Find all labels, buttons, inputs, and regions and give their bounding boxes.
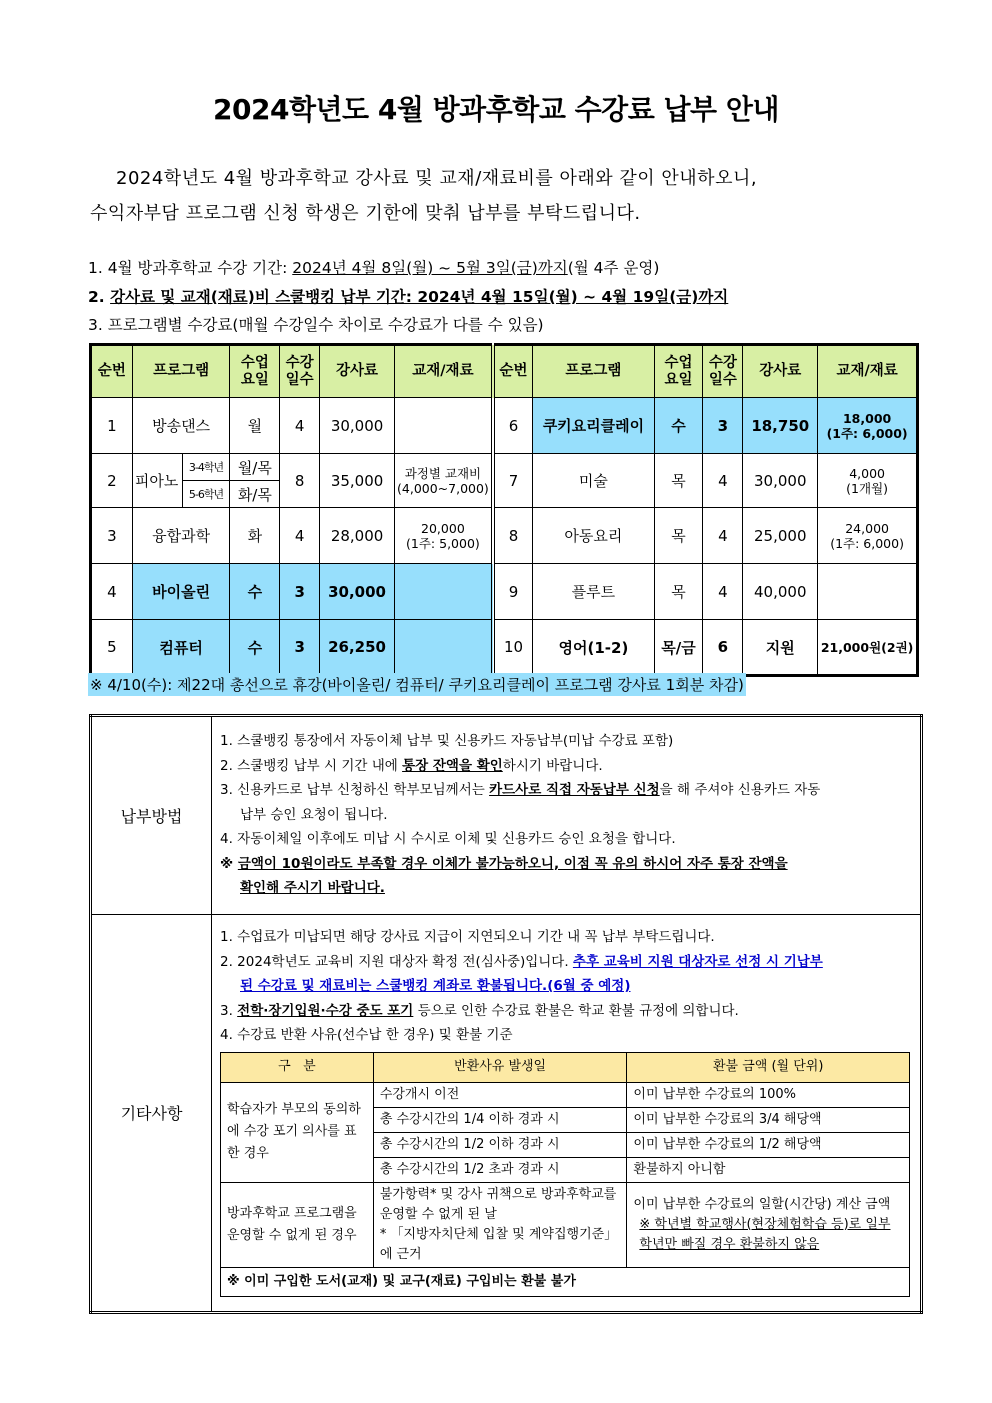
text: 등으로 인한 수강료 환불은 학교 환불 규정에 의합니다. [413, 1002, 739, 1019]
reason-note: * 「지방자치단체 입찰 및 계약집행기준」에 근거 [379, 1226, 618, 1262]
intro-line-2: 수익자부담 프로그램 신청 학생은 기한에 맞춰 납부를 부탁드립니다. [90, 203, 641, 224]
text: 하시기 바랍니다. [502, 757, 603, 774]
cell-program: 미술 [533, 454, 654, 508]
cell-no: 7 [493, 454, 533, 508]
other-notes-label: 기타사항 [91, 915, 212, 1313]
cell-material [395, 620, 493, 676]
cell-material [818, 564, 918, 620]
other-line-3 [220, 999, 912, 1024]
col-day: 수업 요일 [230, 345, 280, 398]
other-line-4: 4. 수강료 반환 사유(선수납 한 경우) 및 환불 기준 [220, 1027, 513, 1043]
cell-amount: 이미 납부한 수강료의 100% [627, 1082, 910, 1107]
cell-material [818, 508, 918, 564]
cell-program: 바이올린 [132, 564, 230, 620]
cell-day: 월 [230, 398, 280, 454]
cell-fee: 30,000 [320, 564, 395, 620]
cell-days: 4 [280, 508, 320, 564]
item-prefix: 2. [88, 288, 111, 306]
payment-line-4: 4. 자동이체일 이후에도 미납 시 수시로 이체 및 신용카드 승인 요청을 합니다. [220, 831, 676, 847]
other-line-2-cont [220, 974, 912, 999]
cell-amount: 이미 납부한 수강료의 3/4 해당액 [627, 1107, 910, 1132]
cell-reason: 총 수강시간의 1/4 이하 경과 시 [373, 1107, 627, 1132]
cell-amount: 환불하지 아니함 [627, 1157, 910, 1182]
refund-notice: 추후 교육비 지원 대상자로 선정 시 기납부 [572, 953, 823, 970]
item-program-fees [88, 313, 544, 335]
cell-days: 4 [703, 508, 743, 564]
cell-days: 4 [280, 398, 320, 454]
cell-day: 목 [654, 564, 703, 620]
col-material: 교재/재료 [818, 345, 918, 398]
amount-text: 이미 납부한 수강료의 일할(시간당) 계산 금액 [633, 1196, 891, 1212]
cell-fee: 26,250 [320, 620, 395, 676]
payment-method-label: 납부방법 [91, 716, 212, 915]
cell-no: 5 [91, 620, 133, 676]
cell-day: 목/금 [654, 620, 703, 676]
cell-day: 화 [230, 508, 280, 564]
other-line-2 [220, 950, 912, 975]
refund-header [221, 1052, 910, 1082]
col-reason: 반환사유 발생일 [373, 1052, 627, 1082]
text: 2. 스쿨뱅킹 납부 시 기간 내에 [220, 757, 403, 774]
cell-fee: 30,000 [320, 398, 395, 454]
cell-program: 컴퓨터 [132, 620, 230, 676]
item-suffix: (월 4주 운영) [567, 259, 660, 277]
payment-line-3-cont: 납부 승인 요청이 됩니다. [240, 806, 388, 823]
material-amount: 18,000 [842, 410, 892, 426]
col-material: 교재/재료 [395, 345, 493, 398]
cell-amount [627, 1182, 910, 1267]
refund-table [220, 1052, 910, 1297]
item-prefix: 3. 프로그램별 수강료(매월 수강일수 차이로 수강료가 다를 수 있음) [88, 316, 544, 334]
text: 3. 신용카드로 납부 신청하신 학부모님께서는 [220, 782, 490, 798]
cell-days: 3 [703, 398, 743, 454]
cell-fee: 30,000 [743, 454, 818, 508]
item-payment-period [88, 285, 728, 307]
cell-day: 화/목 [230, 481, 280, 508]
cell-fee: 25,000 [743, 508, 818, 564]
cell-grade: 5-6학년 [182, 481, 230, 508]
refund-notice: 된 수강료 및 재료비는 스쿨뱅킹 계좌로 환불됩니다.(6월 중 예정) [240, 978, 631, 994]
cell-no: 8 [493, 508, 533, 564]
cell-reason: 총 수강시간의 1/2 이하 경과 시 [373, 1132, 627, 1157]
other-line-1: 1. 수업료가 미납되면 해당 강사료 지급이 지연되오니 기간 내 꼭 납부 부탁드립니다. [220, 929, 715, 945]
refund-footer: ※ 이미 구입한 도서(교재) 및 교구(재료) 구입비는 환불 불가 [221, 1267, 910, 1296]
table-row [91, 564, 918, 620]
amount-note: ※ 학년별 학교행사(현장체험학습 등)로 일부 학년만 빠질 경우 환불하지 않음 [639, 1216, 891, 1252]
material-note: (1개월) [846, 480, 889, 496]
cell-day: 수 [230, 564, 280, 620]
material-note: (1주: 6,000) [826, 425, 908, 441]
cell-fee: 18,750 [743, 398, 818, 454]
cell-no: 9 [493, 564, 533, 620]
holiday-note: ※ 4/10(수): 제22대 총선으로 휴강(바이올린/ 컴퓨터/ 쿠키요리클레이 프로그램 강사료 1회분 차감) [88, 673, 746, 696]
col-fee: 강사료 [320, 345, 395, 398]
refund-footer-row [221, 1267, 910, 1296]
cell-no: 1 [91, 398, 133, 454]
cell-program: 플루트 [533, 564, 654, 620]
col-program: 프로그램 [132, 345, 230, 398]
payment-line-3 [220, 778, 912, 803]
cell-program: 방송댄스 [132, 398, 230, 454]
col-day: 수업 요일 [654, 345, 703, 398]
payment-warning [220, 852, 912, 877]
text: 3. [220, 1002, 238, 1019]
cell-fee: 28,000 [320, 508, 395, 564]
cell-material [818, 454, 918, 508]
cell-no: 4 [91, 564, 133, 620]
emphasis: 전학·장기입원·수강 중도 포기 [237, 1002, 414, 1019]
cell-program: 융합과학 [132, 508, 230, 564]
cell-days: 4 [703, 564, 743, 620]
table-row [91, 398, 918, 454]
cell-day: 수 [654, 398, 703, 454]
col-no: 순번 [91, 345, 133, 398]
cell-material: 20,000 (1주: 5,000) [395, 508, 493, 564]
cell-days: 3 [280, 620, 320, 676]
text: 을 해 주셔야 신용카드 자동 [659, 782, 821, 798]
cell-no: 3 [91, 508, 133, 564]
cell-category: 학습자가 부모의 동의하에 수강 포기 의사를 표한 경우 [221, 1082, 374, 1182]
cell-grade: 3-4학년 [182, 454, 230, 481]
payment-method-row [91, 716, 922, 915]
cell-reason [373, 1182, 627, 1267]
col-category: 구 분 [221, 1052, 374, 1082]
cell-amount: 이미 납부한 수강료의 1/2 해당액 [627, 1132, 910, 1157]
cell-days: 8 [280, 454, 320, 508]
col-fee: 강사료 [743, 345, 818, 398]
cell-no: 10 [493, 620, 533, 676]
text: 2. 2024학년도 교육비 지원 대상자 확정 전(심사중)입니다. [220, 953, 573, 970]
cell-program: 피아노 [132, 454, 182, 508]
material-amount: 24,000 [845, 520, 889, 536]
cell-days: 4 [703, 454, 743, 508]
table-row [91, 508, 918, 564]
payment-warning-cont [220, 876, 912, 901]
cell-material: 과정별 교재비 (4,000~7,000) [395, 454, 493, 508]
cell-reason: 총 수강시간의 1/2 초과 경과 시 [373, 1157, 627, 1182]
cell-program: 쿠키요리클레이 [533, 398, 654, 454]
item-payment-dates: 강사료 및 교재(재료)비 스쿨뱅킹 납부 기간: 2024년 4월 15일(월) ~ 4월 19일(금)까지 [110, 288, 729, 306]
intro-line-1: 2024학년도 4월 방과후학교 강사료 및 교재/재료비를 아래와 같이 안내하오니, [116, 168, 758, 189]
table-row [221, 1182, 910, 1267]
cell-days: 3 [280, 564, 320, 620]
cell-days: 6 [703, 620, 743, 676]
col-days: 수강 일수 [280, 345, 320, 398]
item-prefix: 1. 4월 방과후학교 수강 기간: [88, 259, 293, 277]
other-notes-body [212, 915, 922, 1313]
item-course-period [88, 256, 659, 278]
item-period-dates: 2024년 4월 8일(월) ~ 5월 3일(금)까지 [292, 259, 568, 277]
col-days: 수강 일수 [703, 345, 743, 398]
payment-method-body [212, 716, 922, 915]
emphasis: 카드사로 직접 자동납부 신청 [489, 782, 660, 798]
cell-fee: 지원 [743, 620, 818, 676]
warning-text: 금액이 10원이라도 부족할 경우 이체가 불가능하오니, 이점 꼭 유의 하시어 자주 통장 잔액을 [237, 855, 788, 872]
cell-day: 목 [654, 508, 703, 564]
payment-line-1: 1. 스쿨뱅킹 통장에서 자동이체 납부 및 신용카드 자동납부(미납 수강료 포함) [220, 733, 674, 749]
cell-material: 21,000원(2권) [818, 620, 918, 676]
reason-text: 불가항력* 및 강사 귀책으로 방과후학교를 운영할 수 없게 된 날 [379, 1186, 617, 1222]
info-box [89, 714, 923, 1314]
material-amount: 4,000 [849, 465, 885, 481]
cell-material [395, 564, 493, 620]
table-row [91, 620, 918, 676]
col-amount: 환불 금액 (월 단위) [627, 1052, 910, 1082]
table-row [221, 1082, 910, 1107]
emphasis: 통장 잔액을 확인 [402, 757, 503, 774]
cell-fee: 35,000 [320, 454, 395, 508]
cell-day: 수 [230, 620, 280, 676]
col-no: 순번 [493, 345, 533, 398]
cell-day: 목 [654, 454, 703, 508]
cell-reason: 수강개시 이전 [373, 1082, 627, 1107]
cell-material [818, 398, 918, 454]
reference-mark-icon: ※ [220, 855, 234, 872]
cell-no: 2 [91, 454, 133, 508]
warning-text: 확인해 주시기 바랍니다. [240, 880, 385, 896]
fee-table-header [91, 345, 918, 398]
material-note: (1주: 6,000) [830, 535, 904, 551]
cell-category: 방과후학교 프로그램을 운영할 수 없게 된 경우 [221, 1182, 374, 1267]
cell-no: 6 [493, 398, 533, 454]
cell-day: 월/목 [230, 454, 280, 481]
fee-table [89, 343, 919, 677]
cell-material [395, 398, 493, 454]
cell-program: 아동요리 [533, 508, 654, 564]
cell-fee: 40,000 [743, 564, 818, 620]
table-row [91, 454, 918, 481]
other-notes-row [91, 915, 922, 1313]
payment-line-2 [220, 754, 912, 779]
page-title: 2024학년도 4월 방과후학교 수강료 납부 안내 [213, 93, 779, 126]
col-program: 프로그램 [533, 345, 654, 398]
cell-program: 영어(1-2) [533, 620, 654, 676]
